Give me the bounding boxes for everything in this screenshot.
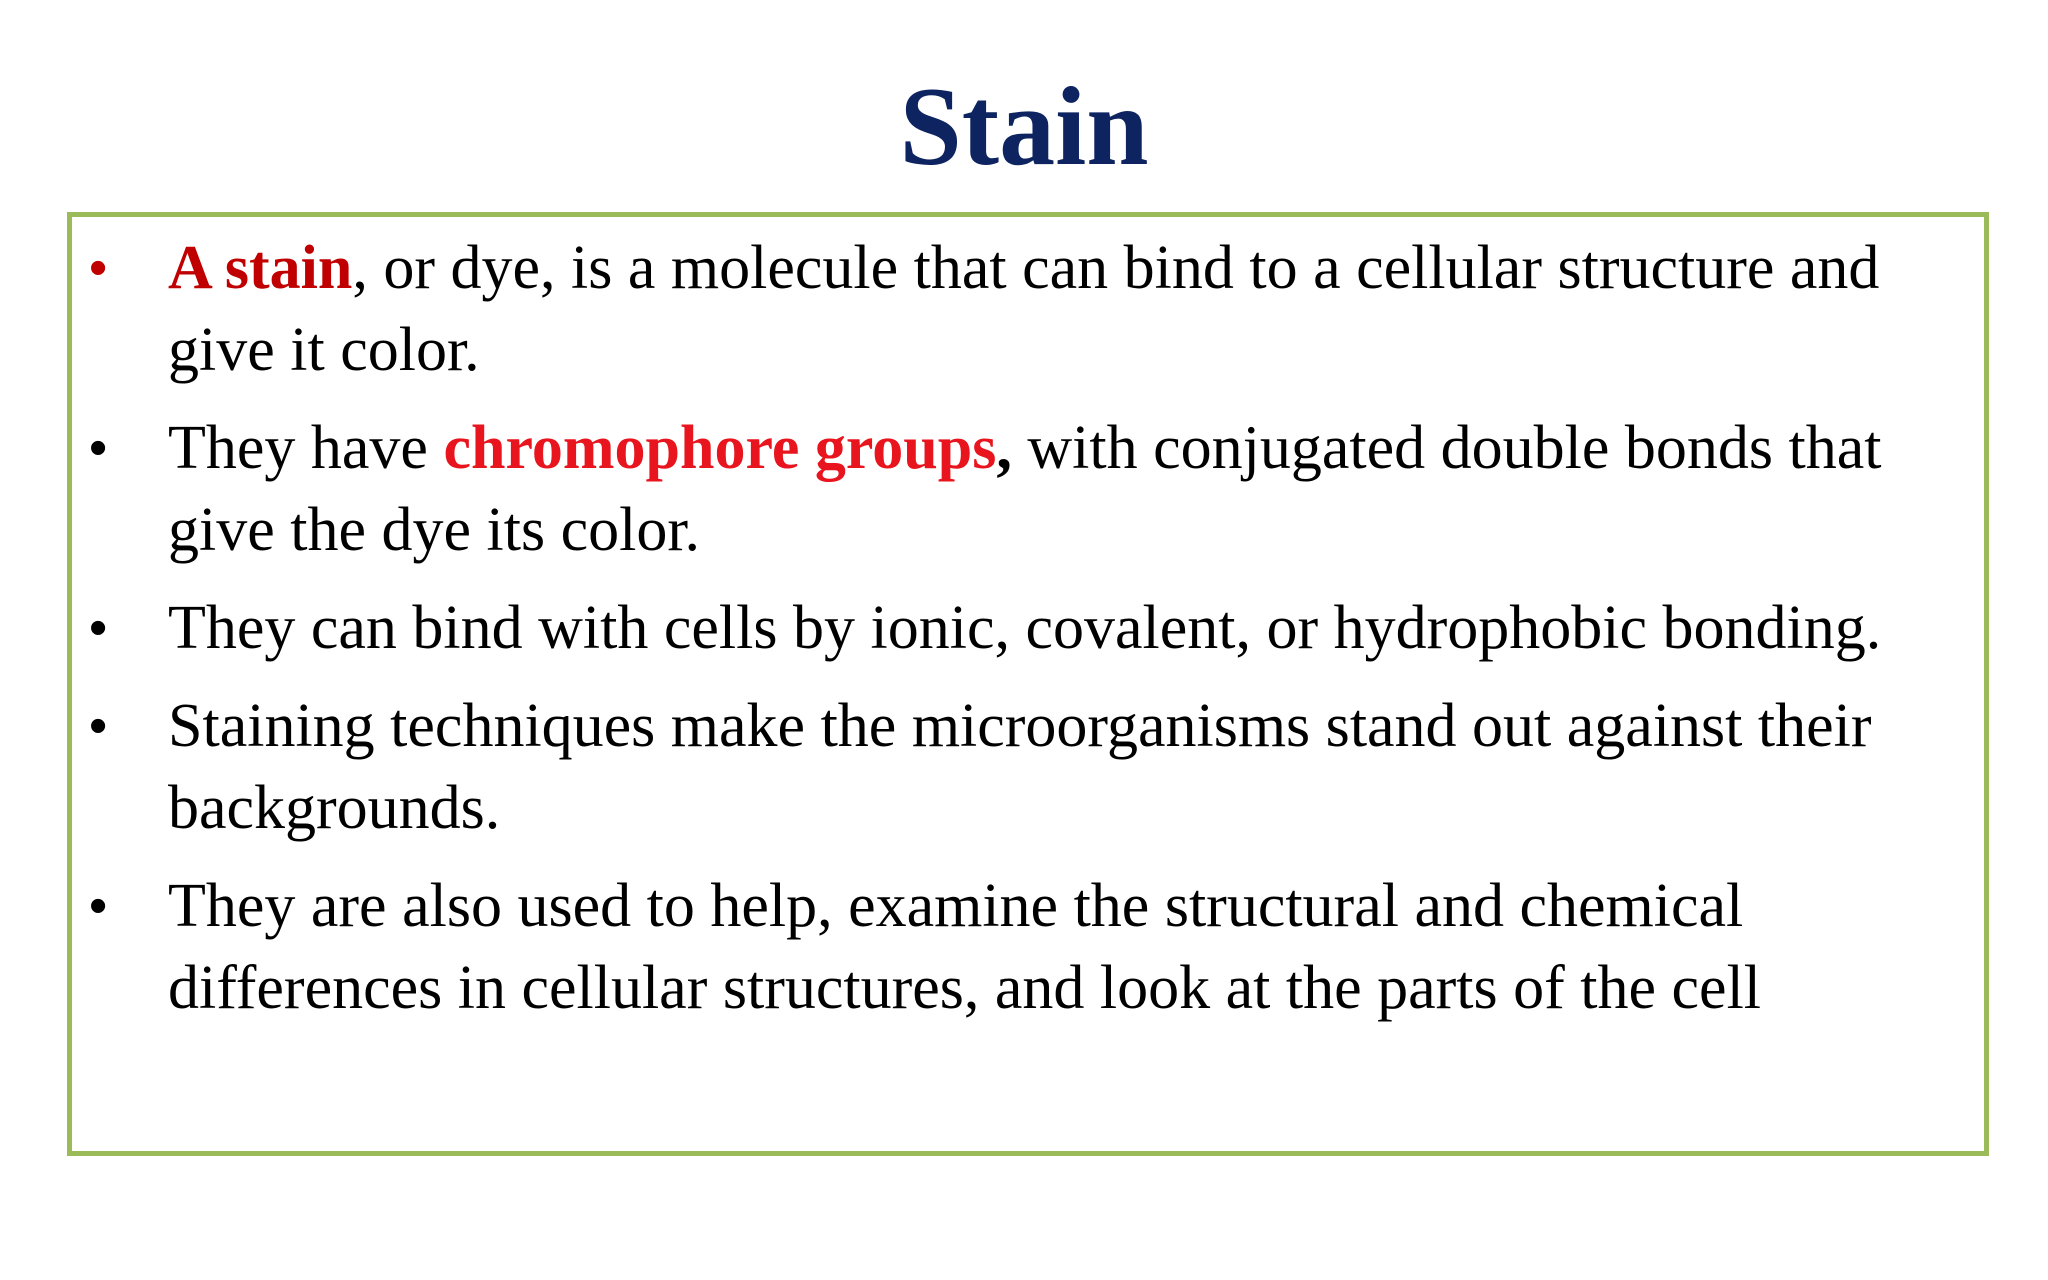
bullet-text: Staining techniques make the microorganisms stand out against their backgrounds. [168,692,1872,842]
bullet-text: They are also used to help, examine the structural and chemical differences in cellular structures, and look at the parts of the cell [168,872,1762,1022]
bullet-item-chromophore [72,407,1984,571]
content-box [67,212,1989,1156]
bullet-marker: • [89,239,108,297]
bullet-list [72,227,1984,1045]
bullet-text: with conjugated double bonds that give the dye its color. [168,414,1882,564]
bold-comma: , [996,414,1012,482]
bullet-item-stain-definition [72,227,1984,391]
bullet-marker: • [89,877,108,935]
bullet-item-uses [72,865,1984,1029]
highlight-chromophore-groups: chromophore groups [443,414,997,482]
slide-title: Stain [899,65,1149,189]
bullet-text: They can bind with cells by ionic, covalent, or hydrophobic bonding. [168,594,1882,662]
bullet-marker: • [89,697,108,755]
bullet-item-binding [72,587,1984,669]
bullet-marker: • [89,419,108,477]
bullet-marker: • [89,599,108,657]
bullet-text-lead: They have [168,414,444,482]
bullet-text: , or dye, is a molecule that can bind to a cellular structure and give it color. [168,234,1880,384]
bullet-item-techniques [72,685,1984,849]
highlight-a-stain: A stain [168,234,353,302]
